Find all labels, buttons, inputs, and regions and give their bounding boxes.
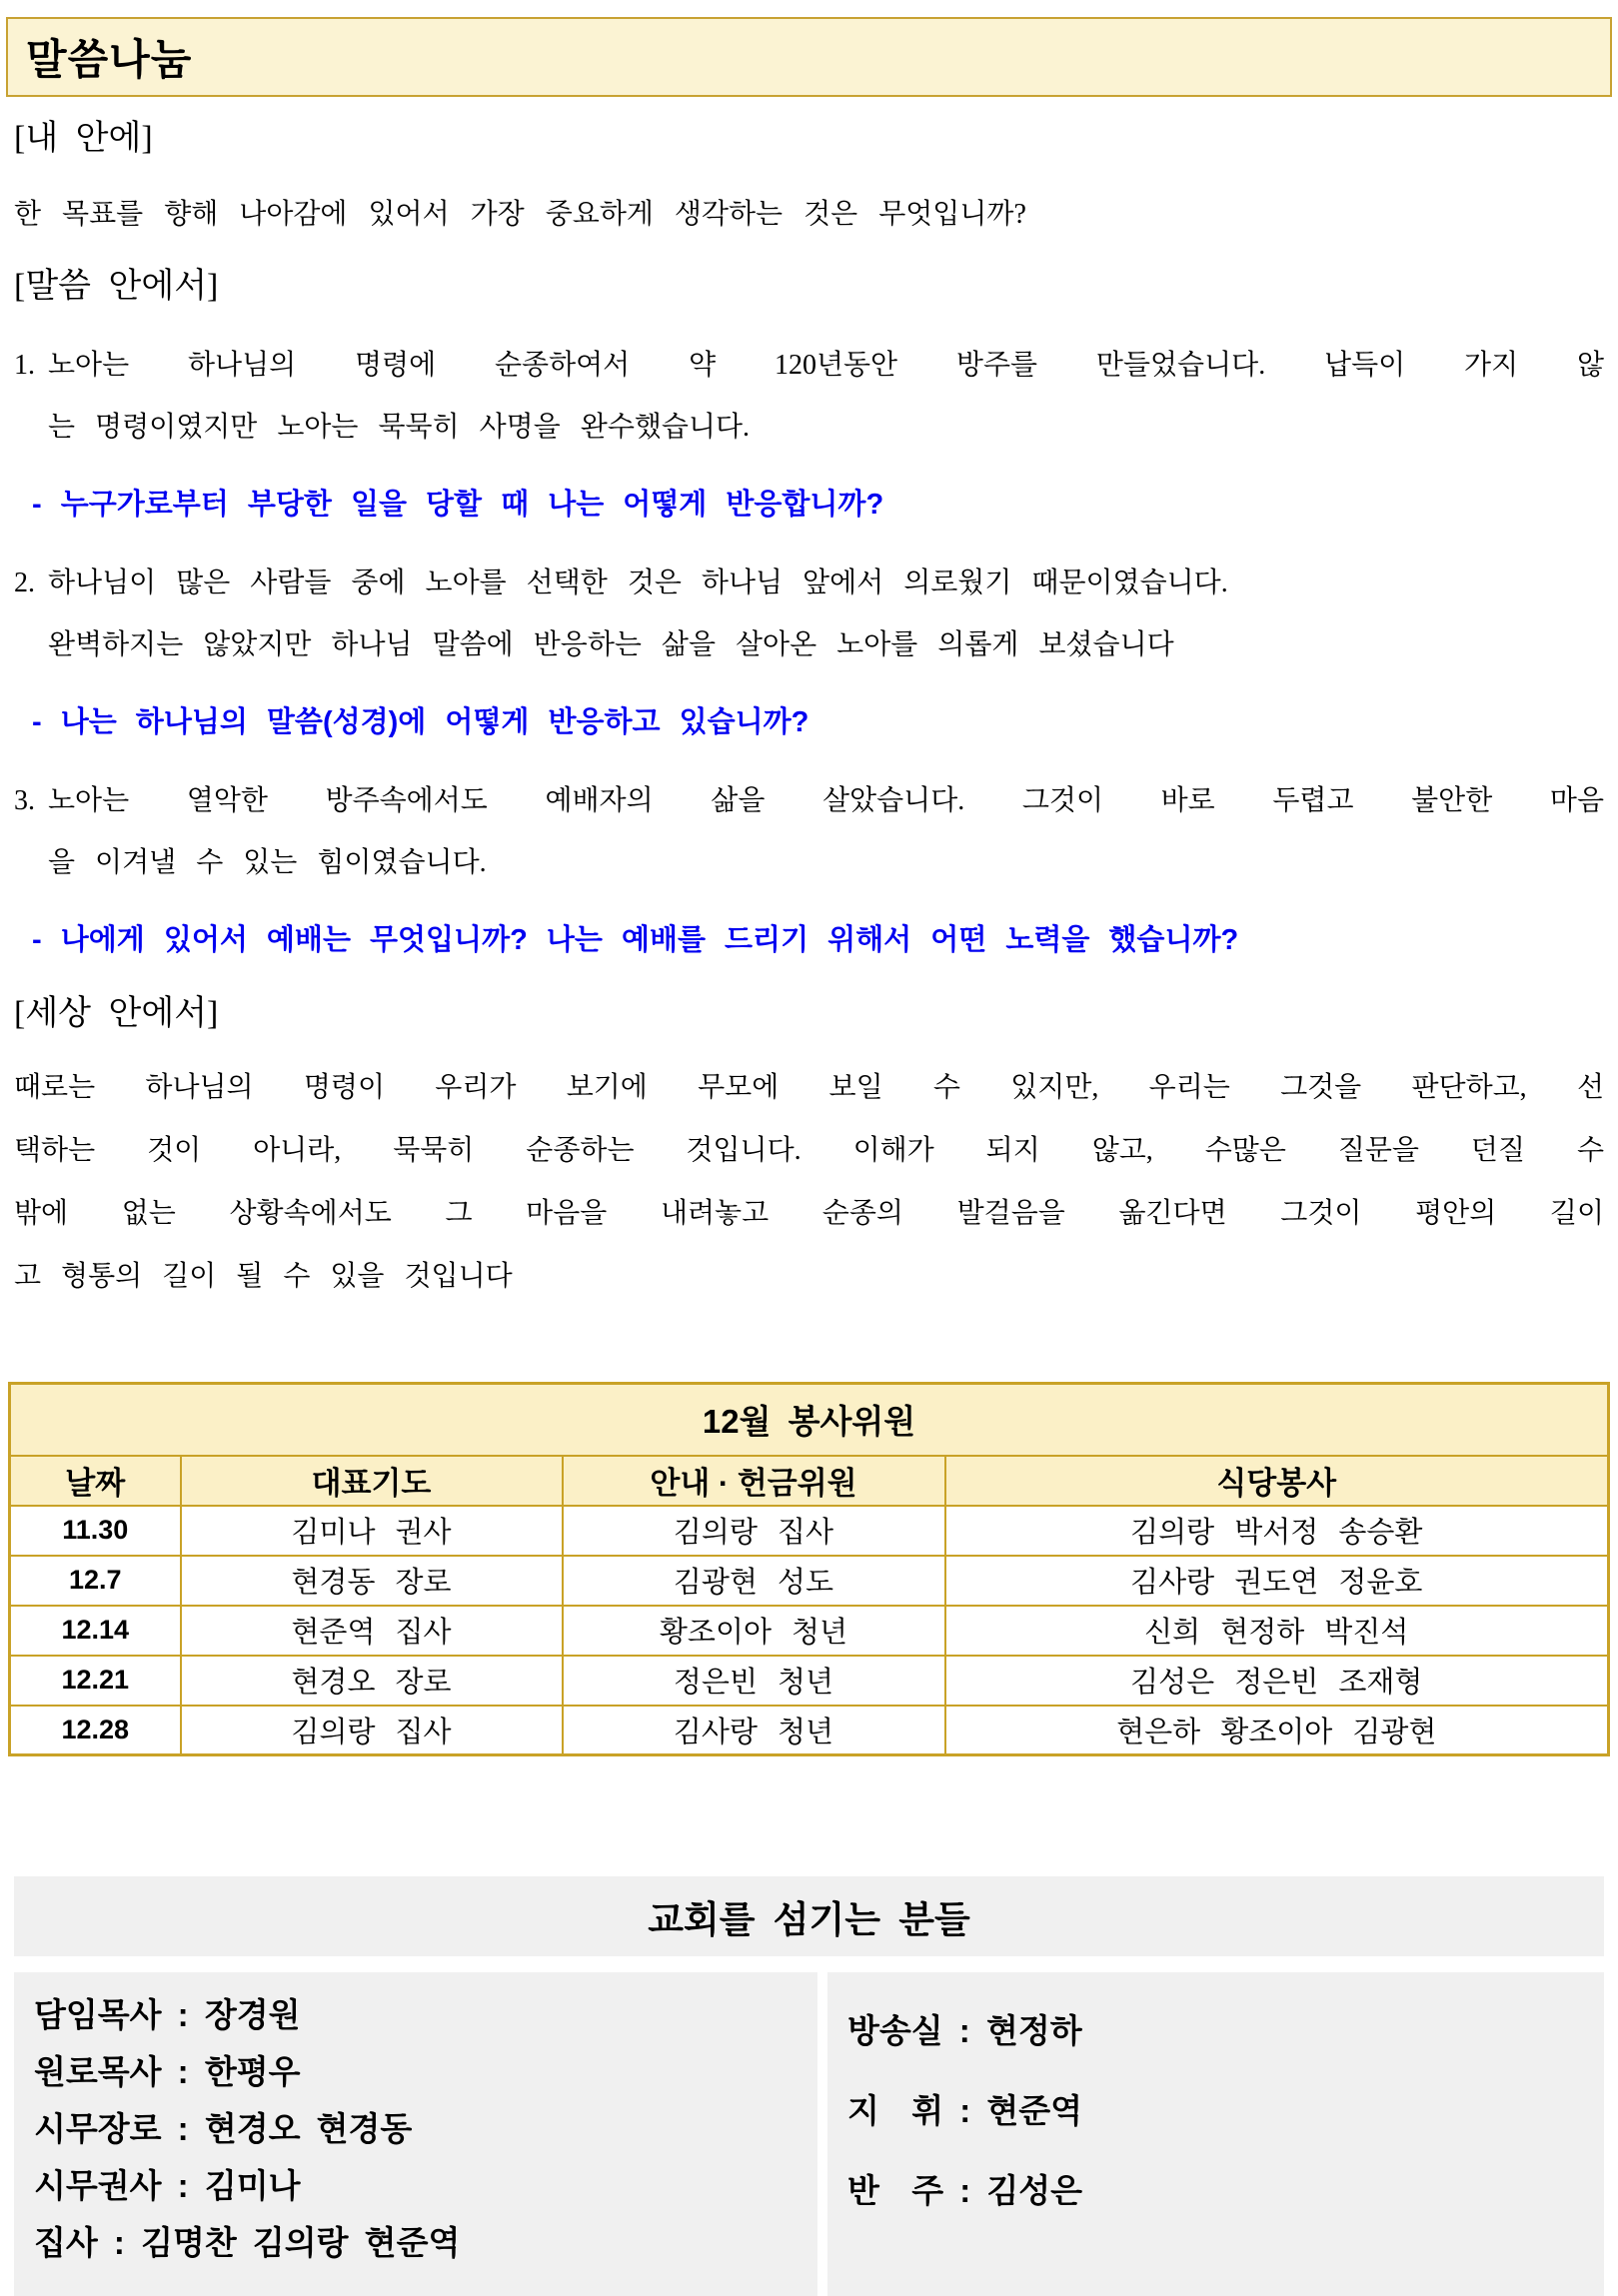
text-line: 하나님이 많은 사람들 중에 노아를 선택한 것은 하나님 앞에서 의로웠기 때문이였습니다. [48, 568, 1228, 598]
text-line: 택하는 것이 아니라, 묵묵히 순종하는 것입니다. 이해가 되지 않고, 수많은 질문을 던질 수 [14, 1135, 1604, 1166]
text-line: 완벽하지는 않았지만 하나님 말씀에 반응하는 삶을 살아온 노아를 의롭게 보셨습니다 [48, 629, 1174, 660]
duty-cell-kitchen: 김사랑 권도연 정윤호 [945, 1556, 1609, 1606]
duty-cell-prayer: 김미나 권사 [181, 1506, 563, 1556]
serving-item-deacons: 집사 : 김명찬 김의랑 현준역 [34, 2224, 461, 2261]
duty-cell-prayer: 현경동 장로 [181, 1556, 563, 1606]
word-sharing-banner [6, 17, 1612, 97]
section-heading-in-world: [세상 안에서] [14, 995, 219, 1032]
section-heading-inner-me: [내 안에] [14, 120, 153, 157]
item-number: 2. [14, 568, 35, 598]
duty-cell-date: 12.28 [10, 1706, 181, 1755]
duty-cell-date: 12.21 [10, 1656, 181, 1706]
duty-cell-usher: 김사랑 청년 [563, 1706, 945, 1755]
text-line: 을 이겨낼 수 있는 힘이였습니다. [48, 847, 487, 878]
duty-table-row [10, 1556, 1609, 1606]
reflection-question-3: - 나에게 있어서 예배는 무엇입니까? 나는 예배를 드리기 위해서 어떤 노력을 했습니까? [32, 924, 1239, 956]
word-item-1 [14, 335, 1604, 459]
duty-cell-kitchen: 신희 현정하 박진석 [945, 1606, 1609, 1656]
serving-section-title: 교회를 섬기는 분들 [14, 1876, 1604, 1956]
item-number: 1. [14, 350, 35, 381]
serving-right-box [827, 1972, 1604, 2296]
banner-title: 말씀나눔 [26, 36, 193, 83]
duty-cell-usher: 정은빈 청년 [563, 1656, 945, 1706]
december-duty-table [8, 1382, 1610, 1756]
word-item-3 [14, 770, 1604, 894]
serving-item-accompanist: 반 주 : 김성은 [847, 2172, 1083, 2209]
duty-table-row [10, 1506, 1609, 1556]
text-line: 고 형통의 길이 될 수 있을 것입니다 [14, 1261, 513, 1292]
duty-table-header-kitchen: 식당봉사 [945, 1456, 1609, 1506]
duty-cell-prayer: 현준역 집사 [181, 1606, 563, 1656]
serving-item-pastor-emeritus: 원로목사 : 한평우 [34, 2053, 301, 2090]
duty-table-row [10, 1656, 1609, 1706]
word-sharing-content [0, 119, 1618, 1308]
reflection-question-1: - 누구가로부터 부당한 일을 당할 때 나는 어떻게 반응합니까? [32, 489, 884, 521]
duty-table-row [10, 1606, 1609, 1656]
text-line: 때로는 하나님의 명령이 우리가 보기에 무모에 보일 수 있지만, 우리는 그것을 판단하고, 선 [14, 1072, 1604, 1103]
duty-cell-kitchen: 김성은 정은빈 조재형 [945, 1656, 1609, 1706]
duty-cell-usher: 김의랑 집사 [563, 1506, 945, 1556]
duty-cell-prayer: 김의랑 집사 [181, 1706, 563, 1755]
serving-item-kwonsa: 시무권사 : 김미나 [34, 2167, 301, 2204]
duty-table-title: 12월 봉사위원 [10, 1384, 1609, 1456]
serving-left-box [14, 1972, 817, 2296]
text-line: 노아는 하나님의 명령에 순종하여서 약 120년동안 방주를 만들었습니다. 납득이 가지 않 [48, 350, 1604, 381]
text-line: 는 명령이였지만 노아는 묵묵히 사명을 완수했습니다. [48, 412, 751, 443]
item-number: 3. [14, 785, 35, 816]
text-line: 밖에 없는 상황속에서도 그 마음을 내려놓고 순종의 발걸음을 옮긴다면 그것이 평안의 길이 [14, 1198, 1604, 1229]
duty-cell-usher: 황조이아 청년 [563, 1606, 945, 1656]
duty-cell-date: 12.7 [10, 1556, 181, 1606]
duty-cell-kitchen: 김의랑 박서정 송승환 [945, 1506, 1609, 1556]
in-world-paragraph [14, 1056, 1604, 1308]
reflection-question-2: - 나는 하나님의 말씀(성경)에 어떻게 반응하고 있습니까? [32, 706, 809, 738]
word-item-2 [14, 553, 1604, 676]
serving-item-conductor: 지 휘 : 현준역 [847, 2092, 1083, 2129]
duty-table-header-usher: 안내 · 헌금위원 [563, 1456, 945, 1506]
serving-item-broadcast: 방송실 : 현정하 [847, 2012, 1082, 2049]
text-line: 노아는 열악한 방주속에서도 예배자의 삶을 살았습니다. 그것이 바로 두렵고 불안한 마음 [48, 785, 1604, 816]
duty-table-header-row [10, 1456, 1609, 1506]
serving-item-elders: 시무장로 : 현경오 현경동 [34, 2110, 413, 2147]
serving-item-senior-pastor: 담임목사 : 장경원 [34, 1996, 301, 2033]
duty-cell-prayer: 현경오 장로 [181, 1656, 563, 1706]
duty-table-row [10, 1706, 1609, 1755]
duty-cell-kitchen: 현은하 황조이아 김광현 [945, 1706, 1609, 1755]
duty-cell-usher: 김광현 성도 [563, 1556, 945, 1606]
inner-me-question: 한 목표를 향해 나아감에 있어서 가장 중요하게 생각하는 것은 무엇입니까? [14, 199, 1026, 230]
duty-table-header-prayer: 대표기도 [181, 1456, 563, 1506]
section-heading-in-word: [말씀 안에서] [14, 268, 219, 305]
duty-cell-date: 12.14 [10, 1606, 181, 1656]
duty-table-header-date: 날짜 [10, 1456, 181, 1506]
serving-section [14, 1972, 1604, 2296]
duty-cell-date: 11.30 [10, 1506, 181, 1556]
